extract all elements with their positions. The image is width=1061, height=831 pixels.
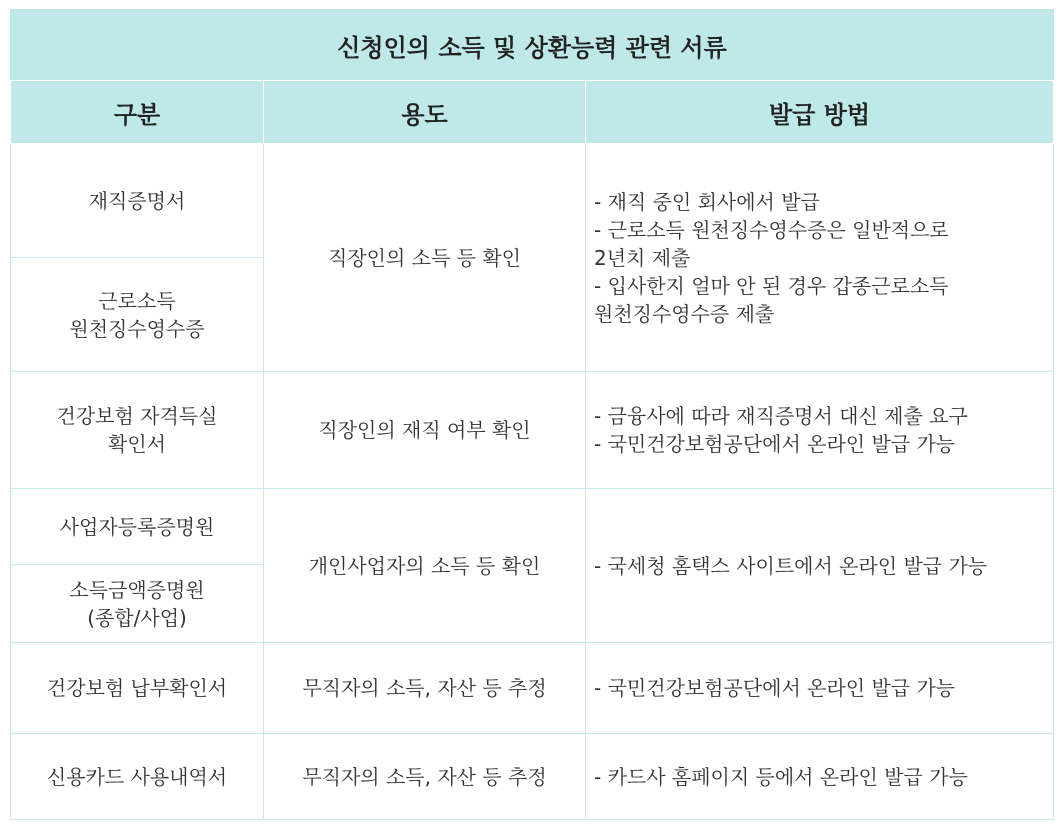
- documents-table: [10, 9, 1054, 820]
- doc-name: 소득금액증명원: [69, 577, 205, 602]
- doc-cell: [11, 643, 264, 734]
- doc-name: 원천징수영수증: [69, 316, 205, 341]
- purpose-cell: [264, 144, 586, 372]
- method-cell: [586, 489, 1054, 643]
- method-cell: [586, 734, 1054, 820]
- purpose-cell: [264, 372, 586, 489]
- table-row: [11, 734, 1054, 820]
- doc-cell: [11, 565, 264, 643]
- doc-cell: [11, 734, 264, 820]
- method-cell: [586, 144, 1054, 372]
- method-line: - 재직 중인 회사에서 발급: [594, 189, 820, 214]
- doc-name: 근로소득: [98, 288, 176, 313]
- method-cell: [586, 643, 1054, 734]
- purpose-cell: [264, 489, 586, 643]
- purpose-text: 직장인의 재직 여부 확인: [318, 418, 531, 442]
- doc-name: 재직증명서: [88, 188, 186, 213]
- purpose-text: 무직자의 소득, 자산 등 추정: [302, 676, 547, 700]
- purpose-text: 직장인의 소득 등 확인: [328, 245, 521, 270]
- method-cell: [586, 372, 1054, 489]
- purpose-text: 무직자의 소득, 자산 등 추정: [302, 764, 547, 789]
- purpose-cell: [264, 734, 586, 820]
- title-row: [11, 10, 1054, 81]
- header-purpose: 용도: [264, 81, 586, 144]
- method-line: 원천징수영수증 제출: [594, 301, 775, 326]
- doc-name: 건강보험 납부확인서: [46, 676, 228, 700]
- doc-name: 확인서: [108, 432, 166, 456]
- doc-cell: [11, 144, 264, 258]
- header-method: 발급 방법: [586, 81, 1054, 144]
- method-line: - 금융사에 따라 재직증명서 대신 제출 요구: [594, 404, 968, 428]
- header-row: [11, 81, 1054, 144]
- method-line: - 국민건강보험공단에서 온라인 발급 가능: [594, 432, 956, 456]
- doc-cell: [11, 489, 264, 565]
- doc-name: 건강보험 자격득실: [56, 404, 218, 428]
- method-line: - 카드사 홈페이지 등에서 온라인 발급 가능: [594, 764, 968, 789]
- purpose-text: 개인사업자의 소득 등 확인: [308, 553, 541, 578]
- doc-cell: [11, 258, 264, 372]
- method-line: - 근로소득 원천징수영수증은 일반적으로: [594, 217, 949, 242]
- table-row: [11, 643, 1054, 734]
- doc-name: 사업자등록증명원: [59, 514, 215, 539]
- doc-name: (종합/사업): [87, 605, 187, 630]
- table-row: [11, 372, 1054, 489]
- table-row: [11, 144, 1054, 258]
- table-row: [11, 489, 1054, 565]
- method-line: - 국민건강보험공단에서 온라인 발급 가능: [594, 676, 956, 700]
- documents-table-container: [10, 9, 1053, 820]
- method-line: - 입사한지 얼마 안 된 경우 갑종근로소득: [594, 273, 949, 298]
- method-line: - 국세청 홈택스 사이트에서 온라인 발급 가능: [594, 553, 988, 578]
- purpose-cell: [264, 643, 586, 734]
- method-line: 2년치 제출: [594, 245, 691, 270]
- table-title: 신청인의 소득 및 상환능력 관련 서류: [11, 10, 1054, 81]
- header-category: 구분: [11, 81, 264, 144]
- doc-name: 신용카드 사용내역서: [46, 764, 228, 789]
- doc-cell: [11, 372, 264, 489]
